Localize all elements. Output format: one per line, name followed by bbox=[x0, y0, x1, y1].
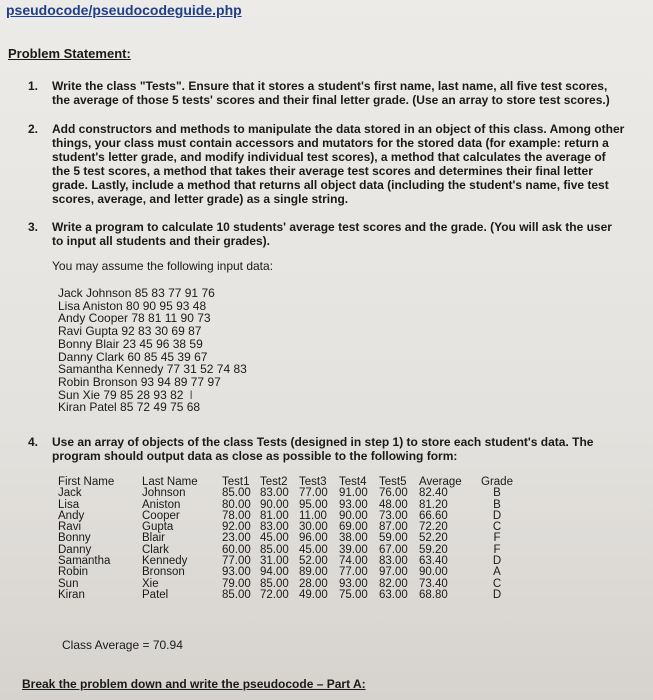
cell-average: 82.40 bbox=[419, 487, 448, 500]
cell-last-name: Blair bbox=[142, 532, 166, 545]
cell-test1: 93.00 bbox=[222, 566, 251, 579]
cell-test4: 93.00 bbox=[339, 577, 368, 590]
cell-test5: 59.00 bbox=[379, 532, 408, 545]
cell-test2: 81.00 bbox=[260, 509, 289, 522]
cell-test5: 82.00 bbox=[379, 577, 408, 590]
input-line: Danny Clark 60 85 45 39 67 bbox=[58, 349, 208, 364]
cell-first-name: Lisa bbox=[58, 498, 80, 511]
cell-test3: 77.00 bbox=[299, 487, 328, 500]
cell-test2: 83.00 bbox=[260, 521, 289, 534]
cell-test3: 52.00 bbox=[299, 555, 328, 568]
cell-test1: 78.00 bbox=[222, 509, 251, 522]
cell-test5: 63.00 bbox=[379, 588, 408, 601]
cell-last-name: Johnson bbox=[142, 487, 186, 500]
cell-last-name: Patel bbox=[142, 588, 169, 601]
cell-test3: 11.00 bbox=[299, 509, 327, 522]
input-line: Lisa Aniston 80 90 95 93 48 bbox=[58, 298, 207, 313]
cell-test3: 95.00 bbox=[299, 498, 328, 511]
table-row bbox=[58, 590, 513, 601]
cell-test4: 74.00 bbox=[339, 555, 368, 568]
item-text: Add constructors and methods to manipulate the data stored in an object of this class. Among other things, your class must contain accessors and mutators for the stored data (for example: return a student's letter grade, and modify individual test scores), a method that calculates the average of the 5 test scores, a method that takes their average test scores and determines their final letter grade. Lastly, include a method that returns all object data (including the student's name, five test scores, average, and letter grade) as a single string. bbox=[52, 122, 625, 206]
cell-first-name: Andy bbox=[58, 509, 85, 522]
cell-average: 68.80 bbox=[419, 588, 448, 601]
cell-test3: 45.00 bbox=[299, 543, 328, 556]
cell-test2: 85.00 bbox=[260, 577, 289, 590]
col-test1: Test1 bbox=[222, 476, 250, 488]
input-line: Ravi Gupta 92 83 30 69 87 bbox=[58, 324, 202, 339]
cell-test5: 48.00 bbox=[379, 498, 408, 511]
cell-test4: 93.00 bbox=[339, 498, 368, 511]
input-line: Robin Bronson 93 94 89 77 97 bbox=[58, 374, 221, 389]
cell-average: 59.20 bbox=[419, 543, 448, 556]
cell-first-name: Kiran bbox=[58, 588, 85, 601]
cell-grade: B bbox=[493, 487, 501, 500]
cell-first-name: Jack bbox=[58, 487, 82, 500]
cell-average: 66.60 bbox=[419, 509, 448, 522]
cell-test1: 92.00 bbox=[222, 521, 251, 534]
item-text: Write the class "Tests". Ensure that it stores a student's first name, last name, all five test scores, the average of those 5 tests' scores and their final letter grade. (Use an array to store test scores.) bbox=[52, 79, 610, 107]
item-text: Use an array of objects of the class Tests (designed in step 1) to store each student's data. The program should output data as close as possible to the following form: bbox=[52, 435, 594, 463]
pseudocode-guide-link[interactable]: pseudocode/pseudocodeguide.php bbox=[6, 2, 242, 18]
cell-test5: 67.00 bbox=[379, 543, 408, 556]
cell-test4: 69.00 bbox=[339, 521, 368, 534]
input-line: Sun Xie 79 85 28 93 82 I bbox=[58, 387, 193, 402]
cell-grade: F bbox=[493, 532, 501, 545]
table-row bbox=[58, 488, 513, 499]
cell-last-name: Kennedy bbox=[142, 555, 188, 568]
input-line: Andy Cooper 78 81 11 90 73 bbox=[58, 311, 211, 326]
cell-test5: 73.00 bbox=[379, 509, 408, 522]
cell-test2: 31.00 bbox=[260, 555, 289, 568]
cell-grade: D bbox=[492, 509, 502, 522]
cell-test2: 45.00 bbox=[260, 532, 289, 545]
cell-test4: 38.00 bbox=[339, 532, 368, 545]
cell-average: 72.20 bbox=[419, 521, 448, 534]
cell-average: 81.20 bbox=[419, 498, 448, 511]
cell-test1: 79.00 bbox=[222, 577, 251, 590]
cell-last-name: Xie bbox=[142, 577, 159, 590]
cell-average: 52.20 bbox=[419, 532, 448, 545]
cell-average: 73.40 bbox=[419, 577, 448, 590]
cell-test5: 97.00 bbox=[379, 566, 408, 579]
cell-first-name: Ravi bbox=[58, 521, 82, 534]
col-test3: Test3 bbox=[299, 476, 327, 488]
input-line: Jack Johnson 85 83 77 91 76 bbox=[58, 286, 215, 300]
cell-grade: B bbox=[493, 498, 501, 511]
cell-test3: 28.00 bbox=[299, 577, 328, 590]
cell-test1: 23.00 bbox=[222, 532, 251, 545]
cell-test5: 76.00 bbox=[379, 487, 408, 500]
item-number: 3. bbox=[28, 220, 39, 234]
cell-grade: D bbox=[492, 588, 502, 601]
cell-test4: 77.00 bbox=[339, 566, 368, 579]
cell-test1: 85.00 bbox=[222, 588, 251, 601]
photographed-document: pseudocode/pseudocodeguide.php Problem Statement: 1. Write the class "Tests". Ensure that it stores a student's first name, last name, all five test scores, the average of those 5 tests' scores and their final letter grade. (Use an array to store test scores.) 2. Add constructors and methods to manipulate the data stored in an object of this class. Among other things, your class must contain accessors and mutators for the stored data (for example: return a student's letter grade, and modify individual test scores), a method that calculates the average of the 5 test scores, a method that takes their average test scores and determines their final letter grade. Lastly, include a method that returns all object data (including the student's name, five test scores, average, and letter grade) as a single string. 3. Write a program to calculate 10 students' average test scores and the grade. (You will ask the user to input all students and their grades). You may assume the following input data: Jack Johnson 85 83 77 91 76 Lisa Aniston 80 90 95 93 48 Andy Cooper 78 81 11 90 73 Ravi Gupta 92 83 30 69 87 Bonny Blair 23 45 96 38 59 Danny Clark 60 85 45 39 67 Samantha Kennedy 77 31 52 74 83 Robin Bronson 93 94 89 77 97 Sun Xie 79 85 28 93 82 I Kiran Patel 85 72 49 75 68 4. Use an array of objects of the class Tests (designed in step 1) to store each student's data. The program should output data as close as possible to the following form: First Name Last Name Test1 Test2 Test3 Test4 Test5 Average Grade Jack Johnson 85.00 83.00 77.00 91.00 76.00 82.40 B Lisa Aniston 80.00 90.00 95.00 93.00 48.00 81.20 B Andy Cooper 78.00 81.00 11.00 90.00 73.00 66.60 D Ravi Gupta 92.00 83.00 30.00 69.00 87.00 72.20 C Bonny Blair 23.00 45.00 96.00 38.00 59.00 52.20 F Danny Clark 60.00 85.00 45.00 39.00 67.00 59.20 F Samantha Kennedy 77.00 31.00 52.00 74.00 83.00 63.40 D Robin Bronson 93.00 94.00 89.00 77.00 97.00 90.00 A Sun Xie 79.00 85.00 28.00 93.00 82.00 73.40 C Kiran Patel 85.00 72.00 49.00 75.00 63.00 68.80 D Class Average = 70.94 Break the problem down and write the pseudocode – Part A: bbox=[0, 0, 653, 700]
item-text: Write a program to calculate 10 students' average test scores and the grade. (You will ask the user to input all students and their grades). bbox=[52, 220, 612, 248]
cell-average: 90.00 bbox=[419, 566, 448, 579]
cell-first-name: Bonny bbox=[58, 532, 91, 545]
cell-test1: 77.00 bbox=[222, 555, 251, 568]
col-last-name: Last Name bbox=[142, 476, 198, 488]
cell-test1: 80.00 bbox=[222, 498, 251, 511]
cell-first-name: Robin bbox=[58, 566, 89, 579]
cell-last-name: Aniston bbox=[142, 498, 181, 511]
cell-grade: C bbox=[492, 521, 502, 534]
cell-test5: 83.00 bbox=[379, 555, 408, 568]
col-grade: Grade bbox=[481, 476, 513, 488]
col-test2: Test2 bbox=[260, 476, 288, 488]
cell-first-name: Samantha bbox=[58, 555, 111, 568]
cell-last-name: Cooper bbox=[142, 509, 180, 522]
cell-test2: 94.00 bbox=[260, 566, 289, 579]
cell-test3: 89.00 bbox=[299, 566, 328, 579]
col-average: Average bbox=[419, 476, 462, 488]
cell-test1: 85.00 bbox=[222, 487, 251, 500]
cell-last-name: Bronson bbox=[142, 566, 185, 579]
cell-first-name: Danny bbox=[58, 543, 92, 556]
text-cursor-icon: I bbox=[189, 387, 193, 402]
table-row bbox=[58, 567, 513, 578]
input-line: Kiran Patel 85 72 49 75 68 bbox=[58, 400, 201, 415]
cell-test2: 85.00 bbox=[260, 543, 289, 556]
cell-test4: 90.00 bbox=[339, 509, 368, 522]
cell-test4: 39.00 bbox=[339, 543, 368, 556]
sample-output-table bbox=[58, 477, 513, 601]
cell-test2: 72.00 bbox=[260, 588, 289, 601]
cell-test5: 87.00 bbox=[379, 521, 408, 534]
item-number: 4. bbox=[28, 435, 39, 449]
cell-test1: 60.00 bbox=[222, 543, 251, 556]
cell-average: 63.40 bbox=[419, 555, 448, 568]
col-test4: Test4 bbox=[339, 476, 367, 488]
cell-grade: A bbox=[493, 566, 501, 579]
cell-last-name: Clark bbox=[142, 543, 169, 556]
class-average: Class Average = 70.94 bbox=[62, 638, 183, 652]
cell-test3: 30.00 bbox=[299, 521, 328, 534]
item-number: 1. bbox=[28, 79, 39, 93]
input-data-list bbox=[58, 287, 247, 414]
cell-grade: F bbox=[493, 543, 501, 556]
problem-statement-heading: Problem Statement: bbox=[8, 46, 131, 61]
cell-grade: D bbox=[492, 555, 502, 568]
cell-test3: 96.00 bbox=[299, 532, 328, 545]
input-line: Samantha Kennedy 77 31 52 74 83 bbox=[58, 362, 247, 377]
cell-test4: 91.00 bbox=[339, 487, 368, 500]
input-line: Bonny Blair 23 45 96 38 59 bbox=[58, 336, 203, 351]
cell-last-name: Gupta bbox=[142, 521, 174, 534]
cell-test4: 75.00 bbox=[339, 588, 368, 601]
col-first-name: First Name bbox=[58, 476, 115, 488]
cell-test2: 83.00 bbox=[260, 487, 289, 500]
item-number: 2. bbox=[28, 122, 39, 136]
cell-first-name: Sun bbox=[58, 577, 79, 590]
cell-grade: C bbox=[492, 577, 502, 590]
cell-test2: 90.00 bbox=[260, 498, 289, 511]
cell-test3: 49.00 bbox=[299, 588, 328, 601]
part-a-heading: Break the problem down and write the pseudocode – Part A: bbox=[22, 677, 366, 691]
col-test5: Test5 bbox=[379, 476, 407, 488]
